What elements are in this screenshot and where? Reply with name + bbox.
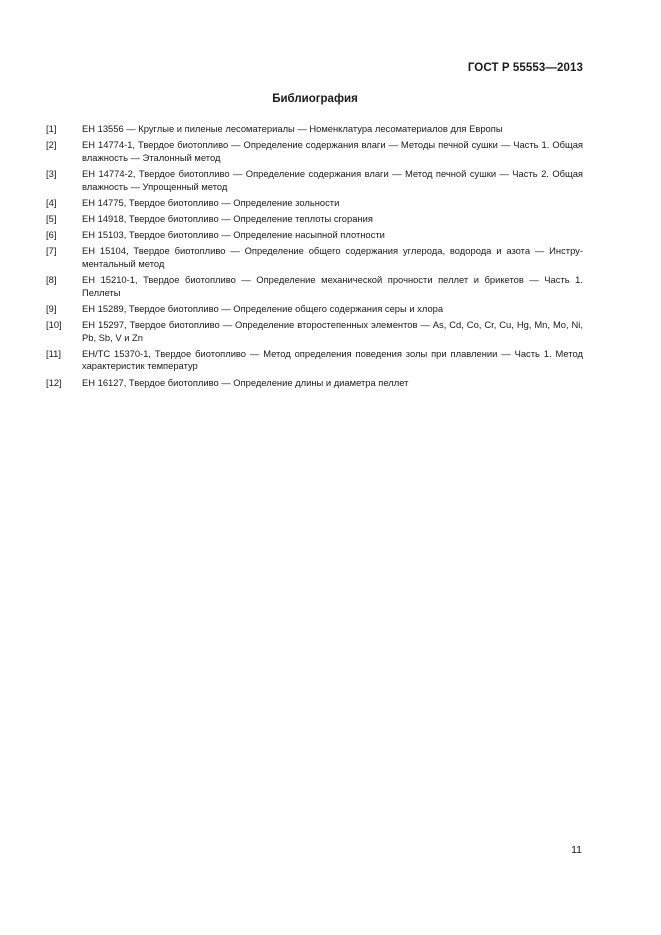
bibliography-entry bbox=[46, 245, 583, 270]
entry-text: ЕН 15210-1, Твердое биотопливо — Определение механической прочности пеллет и брикетов — Часть 1. Пеллеты bbox=[82, 274, 583, 298]
bibliography-entry bbox=[46, 377, 583, 390]
entry-number: [9] bbox=[46, 302, 57, 314]
bibliography-entry bbox=[46, 348, 583, 373]
document-number: ГОСТ Р 55553—2013 bbox=[467, 62, 583, 74]
bibliography-entry bbox=[46, 123, 583, 136]
bibliography-entry bbox=[46, 274, 583, 299]
entry-number: [5] bbox=[46, 212, 57, 224]
entry-number: [3] bbox=[46, 167, 57, 179]
entry-text: ЕН 16127, Твердое биотопливо — Определение длины и диаметра пеллет bbox=[82, 376, 409, 388]
entry-text: ЕН 14774-2, Твердое биотопливо — Определение содержания влаги — Метод печной сушки — Часть 2. Общая влажность — Упрощенный метод bbox=[82, 167, 583, 192]
entry-number: [10] bbox=[46, 319, 62, 331]
entry-text: ЕН/ТС 15370-1, Твердое биотопливо — Метод определения поведения золы при плавлении — Часть 1. Метод характеристик температур bbox=[82, 347, 583, 372]
entry-number: [2] bbox=[46, 139, 57, 151]
bibliography-entry bbox=[46, 319, 583, 344]
bibliography-entry bbox=[46, 229, 583, 242]
entry-text: ЕН 14774-1, Твердое биотопливо — Определение содержания влаги — Методы печной сушки — Часть 1. Общая влажность — Эталонный метод bbox=[82, 139, 583, 163]
entry-number: [6] bbox=[46, 229, 57, 241]
entry-text: ЕН 14918, Твердое биотопливо — Определение теплоты сгорания bbox=[82, 212, 373, 224]
entry-text: ЕН 15104, Твердое биотопливо — Определение общего содержания углерода, водорода и азота — Инстру-ментальный метод bbox=[82, 245, 583, 269]
entry-text: ЕН 14775, Твердое биотопливо — Определение зольности bbox=[82, 196, 340, 208]
entry-number: [12] bbox=[46, 376, 62, 388]
entry-text: ЕН 13556 — Круглые и пиленые лесоматериалы — Номенклатура лесоматериалов для Европы bbox=[82, 123, 503, 134]
page-number: 11 bbox=[571, 844, 582, 856]
bibliography-list bbox=[46, 123, 583, 393]
bibliography-entry bbox=[46, 168, 583, 193]
entry-number: [8] bbox=[46, 274, 57, 286]
section-title: Библиография bbox=[272, 93, 358, 105]
entry-text: ЕН 15289, Твердое биотопливо — Определение общего содержания серы и хлора bbox=[82, 302, 444, 314]
bibliography-entry bbox=[46, 139, 583, 164]
entry-text: ЕН 15103, Твердое биотопливо — Определение насыпной плотности bbox=[82, 229, 385, 241]
entry-number: [11] bbox=[46, 347, 61, 359]
bibliography-entry bbox=[46, 213, 583, 226]
entry-text: ЕН 15297, Твердое биотопливо — Определение второстепенных элементов — As, Cd, Co, Cr, Cu, Hg, Mn, Mo, Ni, Pb, Sb, V и Zn bbox=[82, 319, 583, 343]
entry-number: [7] bbox=[46, 245, 57, 257]
bibliography-entry bbox=[46, 197, 583, 210]
bibliography-entry bbox=[46, 303, 583, 316]
entry-number: [4] bbox=[46, 196, 57, 208]
entry-number: [1] bbox=[46, 123, 57, 134]
